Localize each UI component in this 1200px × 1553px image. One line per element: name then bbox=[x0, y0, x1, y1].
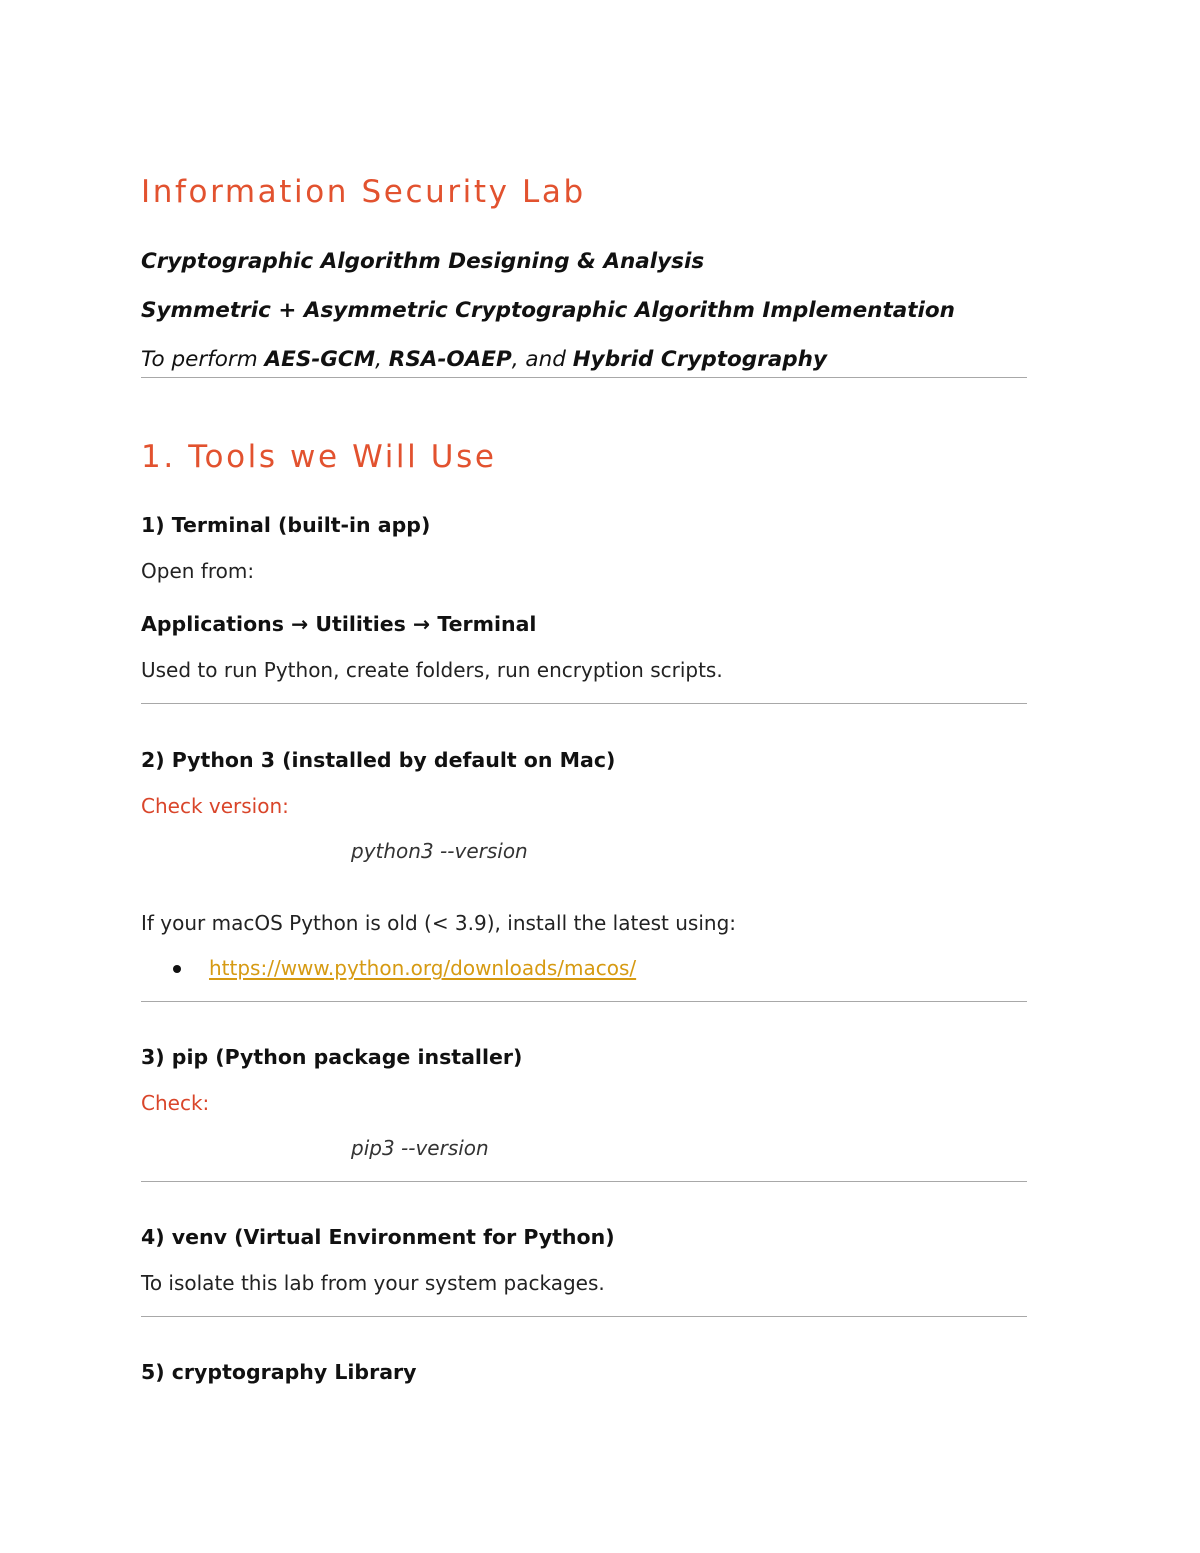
terminal-description: Used to run Python, create folders, run encryption scripts. bbox=[141, 658, 723, 682]
subtitle-topic: Symmetric + Asymmetric Cryptographic Algorithm Implementation bbox=[141, 298, 955, 323]
tool-heading-python: 2) Python 3 (installed by default on Mac) bbox=[141, 748, 616, 772]
bullet-icon bbox=[173, 965, 181, 973]
terminal-open-from: Open from: bbox=[141, 559, 255, 583]
section-divider bbox=[141, 1316, 1027, 1317]
document-title: Information Security Lab bbox=[141, 174, 586, 210]
objective-hybrid: Hybrid Cryptography bbox=[572, 347, 827, 372]
python-check-label: Check version: bbox=[141, 794, 289, 818]
section-divider bbox=[141, 1001, 1027, 1002]
terminal-path: Applications → Utilities → Terminal bbox=[141, 612, 537, 636]
section-divider bbox=[141, 1181, 1027, 1182]
tool-heading-cryptography: 5) cryptography Library bbox=[141, 1360, 417, 1384]
venv-description: To isolate this lab from your system packages. bbox=[141, 1271, 605, 1295]
tool-heading-terminal: 1) Terminal (built-in app) bbox=[141, 513, 431, 537]
python-version-command: python3 --version bbox=[351, 839, 528, 863]
subtitle-course: Cryptographic Algorithm Designing & Analysis bbox=[141, 249, 705, 274]
subtitle-objective bbox=[141, 347, 827, 372]
list-item bbox=[173, 956, 636, 980]
python-upgrade-note: If your macOS Python is old (< 3.9), install the latest using: bbox=[141, 911, 736, 935]
objective-comma: , bbox=[375, 347, 389, 372]
objective-prefix: To perform bbox=[141, 347, 265, 372]
title-divider bbox=[141, 377, 1027, 378]
objective-aes: AES-GCM bbox=[264, 347, 376, 372]
section-divider bbox=[141, 703, 1027, 704]
section-heading-tools: 1. Tools we Will Use bbox=[141, 439, 497, 475]
objective-rsa: RSA-OAEP bbox=[388, 347, 512, 372]
tool-heading-pip: 3) pip (Python package installer) bbox=[141, 1045, 523, 1069]
pip-check-label: Check: bbox=[141, 1091, 210, 1115]
objective-and: , and bbox=[511, 347, 573, 372]
python-download-link[interactable]: https://www.python.org/downloads/macos/ bbox=[209, 956, 637, 980]
tool-heading-venv: 4) venv (Virtual Environment for Python) bbox=[141, 1225, 615, 1249]
pip-version-command: pip3 --version bbox=[351, 1136, 489, 1160]
